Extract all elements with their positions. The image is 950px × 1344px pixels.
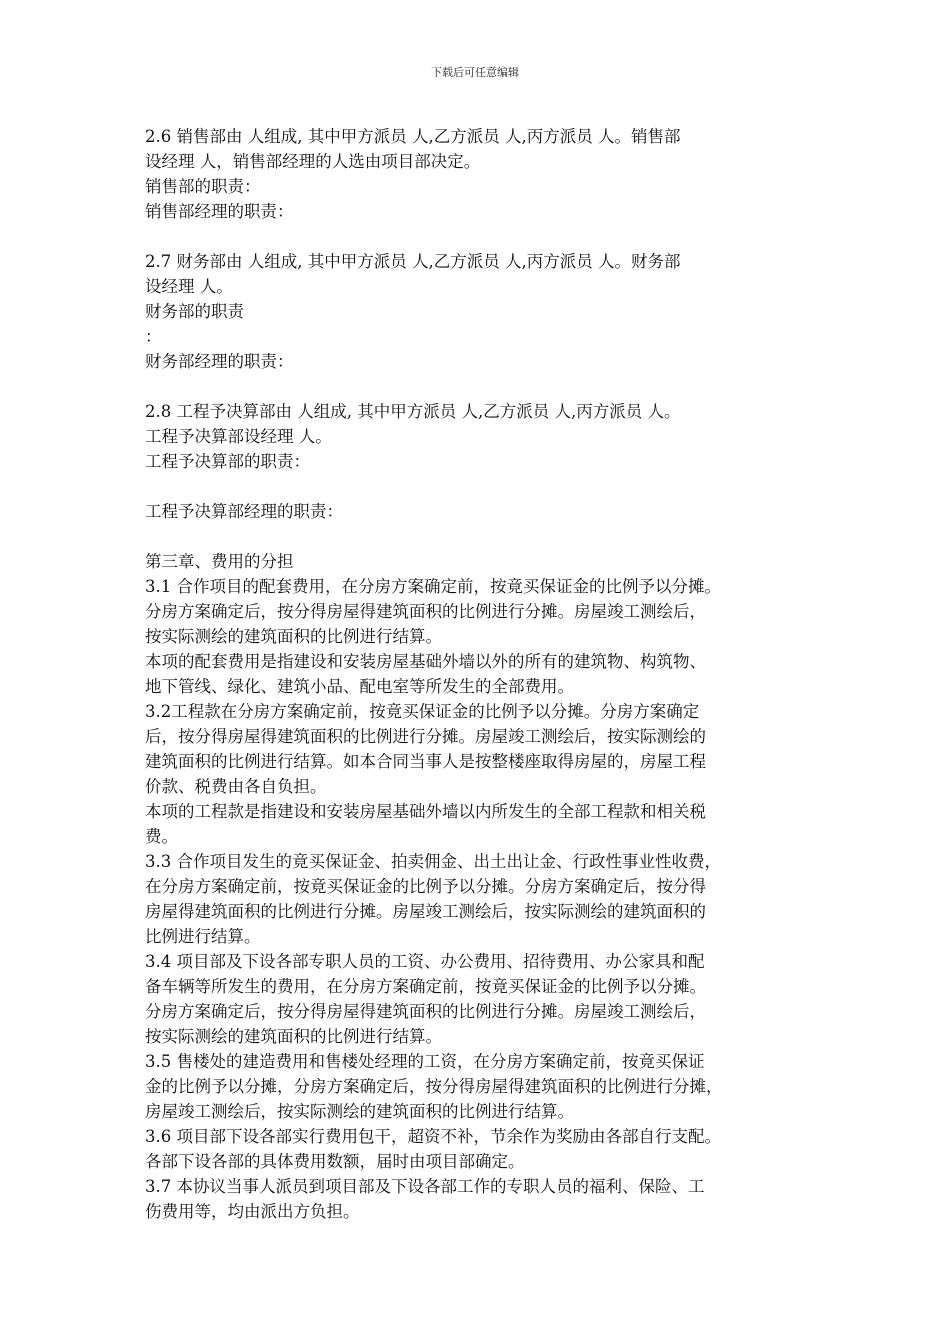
text-line: 各部下设各部的具体费用数额，届时由项目部确定。 — [145, 1152, 525, 1171]
text-line: 3.6 项目部下设各部实行费用包干，超资不补，节余作为奖励由各部自行支配。 — [145, 1127, 721, 1146]
text-line: 设经理 人，销售部经理的人选由项目部决定。 — [145, 152, 481, 171]
blank-line — [145, 374, 825, 399]
text-line: 2.6 销售部由 人组成, 其中甲方派员 人,乙方派员 人,丙方派员 人。销售部 — [145, 127, 681, 146]
text-line: 分房方案确定后，按分得房屋得建筑面积的比例进行分摊。房屋竣工测绘后， — [145, 1002, 706, 1021]
text-line: 工程予决算部设经理 人。 — [145, 427, 332, 446]
text-line: 2.8 工程予决算部由 人组成, 其中甲方派员 人,乙方派员 人,丙方派员 人。 — [145, 402, 681, 421]
text-line: 按实际测绘的建筑面积的比例进行结算。 — [145, 1027, 442, 1046]
text-line: 地下管线、绿化、建筑小品、配电室等所发生的全部费用。 — [145, 677, 574, 696]
text-line: 3.5 售楼处的建造费用和售楼处经理的工资，在分房方案确定前，按竟买保证 — [145, 1052, 705, 1071]
text-line: 3.2工程款在分房方案确定前，按竟买保证金的比例予以分摊。分房方案确定 — [145, 702, 700, 721]
text-line: 工程予决算部经理的职责： — [145, 502, 343, 521]
text-line: 财务部的职责 — [145, 302, 244, 321]
page-header: 下载后可任意编辑 — [431, 66, 519, 79]
text-line: 比例进行结算。 — [145, 927, 261, 946]
text-line: 2.7 财务部由 人组成, 其中甲方派员 人,乙方派员 人,丙方派员 人。财务部 — [145, 252, 681, 271]
text-line: 分房方案确定后，按分得房屋得建筑面积的比例进行分摊。房屋竣工测绘后， — [145, 602, 706, 621]
text-line: 按实际测绘的建筑面积的比例进行结算。 — [145, 627, 442, 646]
text-line: 费。 — [145, 827, 178, 846]
text-line: 备车辆等所发生的费用，在分房方案确定前，按竟买保证金的比例予以分摊。 — [145, 977, 706, 996]
text-line: 后，按分得房屋得建筑面积的比例进行分摊。房屋竣工测绘后，按实际测绘的 — [145, 727, 706, 746]
blank-line — [145, 524, 825, 549]
text-line: 工程予决算部的职责： — [145, 452, 310, 471]
text-line: ： — [145, 327, 162, 346]
text-line: 在分房方案确定前，按竟买保证金的比例予以分摊。分房方案确定后，按分得 — [145, 877, 706, 896]
blank-line — [145, 474, 825, 499]
text-line: 伤费用等，均由派出方负担。 — [145, 1202, 360, 1221]
text-line: 销售部的职责： — [145, 177, 261, 196]
text-line: 价款、税费由各自负担。 — [145, 777, 327, 796]
text-line: 3.1 合作项目的配套费用，在分房方案确定前，按竟买保证金的比例予以分摊。 — [145, 577, 721, 596]
blank-line — [145, 224, 825, 249]
text-line: 第三章、费用的分担 — [145, 552, 294, 571]
text-line: 3.3 合作项目发生的竟买保证金、拍卖佣金、出土出让金、行政性事业性收费， — [145, 852, 721, 871]
text-line: 销售部经理的职责： — [145, 202, 294, 221]
text-line: 设经理 人。 — [145, 277, 233, 296]
text-line: 3.4 项目部及下设各部专职人员的工资、办公费用、招待费用、办公家具和配 — [145, 952, 705, 971]
text-line: 房屋竣工测绘后，按实际测绘的建筑面积的比例进行结算。 — [145, 1102, 574, 1121]
text-line: 本项的配套费用是指建设和安装房屋基础外墙以外的所有的建筑物、构筑物、 — [145, 652, 706, 671]
document-body — [145, 124, 825, 1224]
text-line: 3.7 本协议当事人派员到项目部及下设各部工作的专职人员的福利、保险、工 — [145, 1177, 705, 1196]
text-line: 建筑面积的比例进行结算。如本合同当事人是按整楼座取得房屋的，房屋工程 — [145, 752, 706, 771]
text-line: 本项的工程款是指建设和安装房屋基础外墙以内所发生的全部工程款和相关税 — [145, 802, 706, 821]
text-line: 金的比例予以分摊，分房方案确定后，按分得房屋得建筑面积的比例进行分摊， — [145, 1077, 723, 1096]
text-line: 房屋得建筑面积的比例进行分摊。房屋竣工测绘后，按实际测绘的建筑面积的 — [145, 902, 706, 921]
text-line: 财务部经理的职责： — [145, 352, 294, 371]
